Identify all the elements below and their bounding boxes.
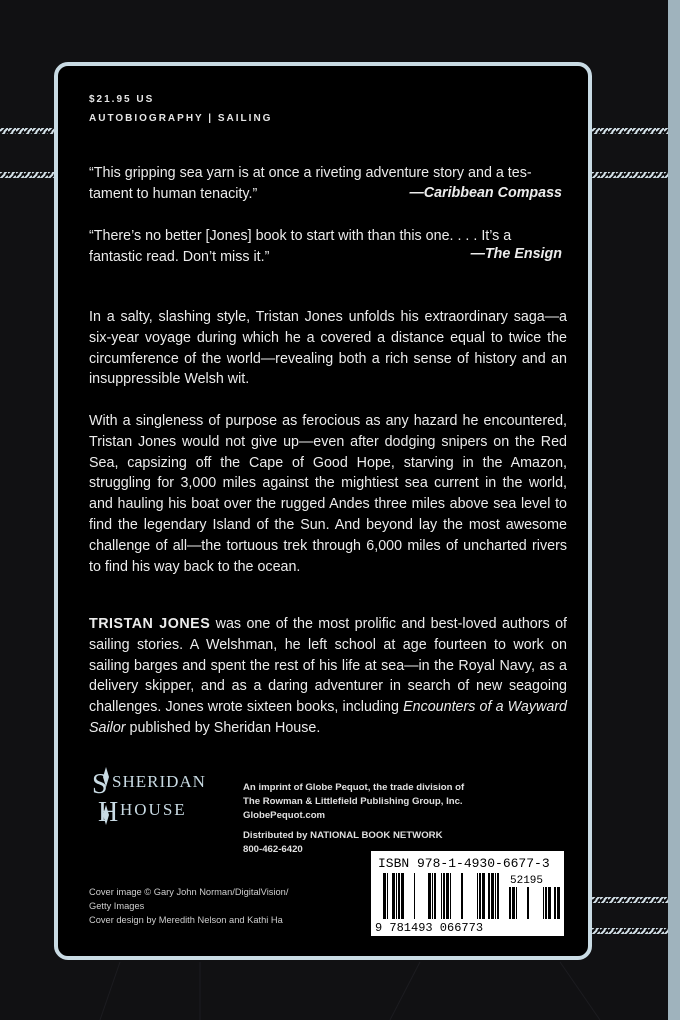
quote-2-line-2: fantastic read. Don’t miss it.” <box>89 248 270 265</box>
category-label: AUTOBIOGRAPHY | SAILING <box>89 113 273 124</box>
author-bio-text-b: published by Sheridan House. <box>125 719 321 736</box>
logo-word-2: HOUSE <box>120 800 187 819</box>
quote-2-line-1: “There’s no better [Jones] book to start with than this one. . . . It’s a <box>89 228 512 244</box>
credit-line-3: Cover design by Meredith Nelson and Kathi Ha <box>89 915 283 925</box>
quote-2-source: —The Ensign <box>470 246 562 262</box>
sheridan-house-logo <box>76 765 236 825</box>
imprint-line-1: An imprint of Globe Pequot, the trade division of <box>243 782 465 793</box>
logo-word-1: SHERIDAN <box>112 772 206 791</box>
barcode-digits: 9 781493 066773 <box>375 921 484 935</box>
author-bio <box>89 614 567 739</box>
imprint-line-2: The Rowman & Littlefield Publishing Group, Inc. <box>243 796 463 807</box>
barcode-addon-bars <box>509 887 560 919</box>
author-name: TRISTAN JONES <box>89 616 211 632</box>
description-paragraph-1: In a salty, slashing style, Tristan Jones unfolds his extraordinary saga—a six-year voyage during which he a covered a distance equal to twice the circumference of the world—revealing both a rich sense of history and an insuppressible Welsh wit. <box>89 309 567 388</box>
quote-1-source: —Caribbean Compass <box>409 185 562 201</box>
book-title: Encounters of a Wayward Sailor <box>89 699 567 736</box>
logo-letter-h: H <box>98 797 119 825</box>
isbn-text: ISBN 978-1-4930-6677-3 <box>378 856 550 871</box>
logo-letter-s: S <box>92 769 108 800</box>
price-code-text: 52195 <box>510 875 544 887</box>
distributor-line: Distributed by NATIONAL BOOK NETWORK <box>243 830 443 841</box>
barcode-graphic <box>371 851 564 936</box>
quote-1-line-1: “This gripping sea yarn is at once a riveting adventure story and a tes- <box>89 165 532 181</box>
distributor-phone: 800-462-6420 <box>243 844 303 855</box>
barcode-bars <box>383 873 499 919</box>
price-label: $21.95 US <box>89 94 155 105</box>
credit-line-2: Getty Images <box>89 901 145 911</box>
isbn-barcode <box>371 851 564 936</box>
quote-1-line-2: tament to human tenacity.” <box>89 185 258 202</box>
publisher-website: GlobePequot.com <box>243 810 326 821</box>
description-paragraph-2: With a singleness of purpose as ferocious as any hazard he encountered, Tristan Jones would not give up—even after dodging snipers on the Red Sea, capsizing off the Cape of Good Hope, starving in the Amazon, struggling for 3,000 miles against the mightiest sea current in the world, and hauling his boat over the rugged Andes three miles above sea level to find the legendary Island of the Sun. And beyond lay the most awesome challenge of all—the tortuous trek through 6,000 miles of uncharted rivers to find his way back to the ocean. <box>89 413 567 575</box>
credit-line-1: Cover image © Gary John Norman/DigitalVision/ <box>89 887 289 897</box>
author-bio-text-a: was one of the most prolific and best-loved authors of sailing stories. A Welshman, he left school at age fourteen to work on sailing barges and spent the rest of his life at sea—in the Royal Navy, as a delivery skipper, and as a daring adventurer in search of new seagoing challenges. Jones wrote sixteen books, including <box>89 616 567 716</box>
right-edge-strip <box>668 0 680 1020</box>
